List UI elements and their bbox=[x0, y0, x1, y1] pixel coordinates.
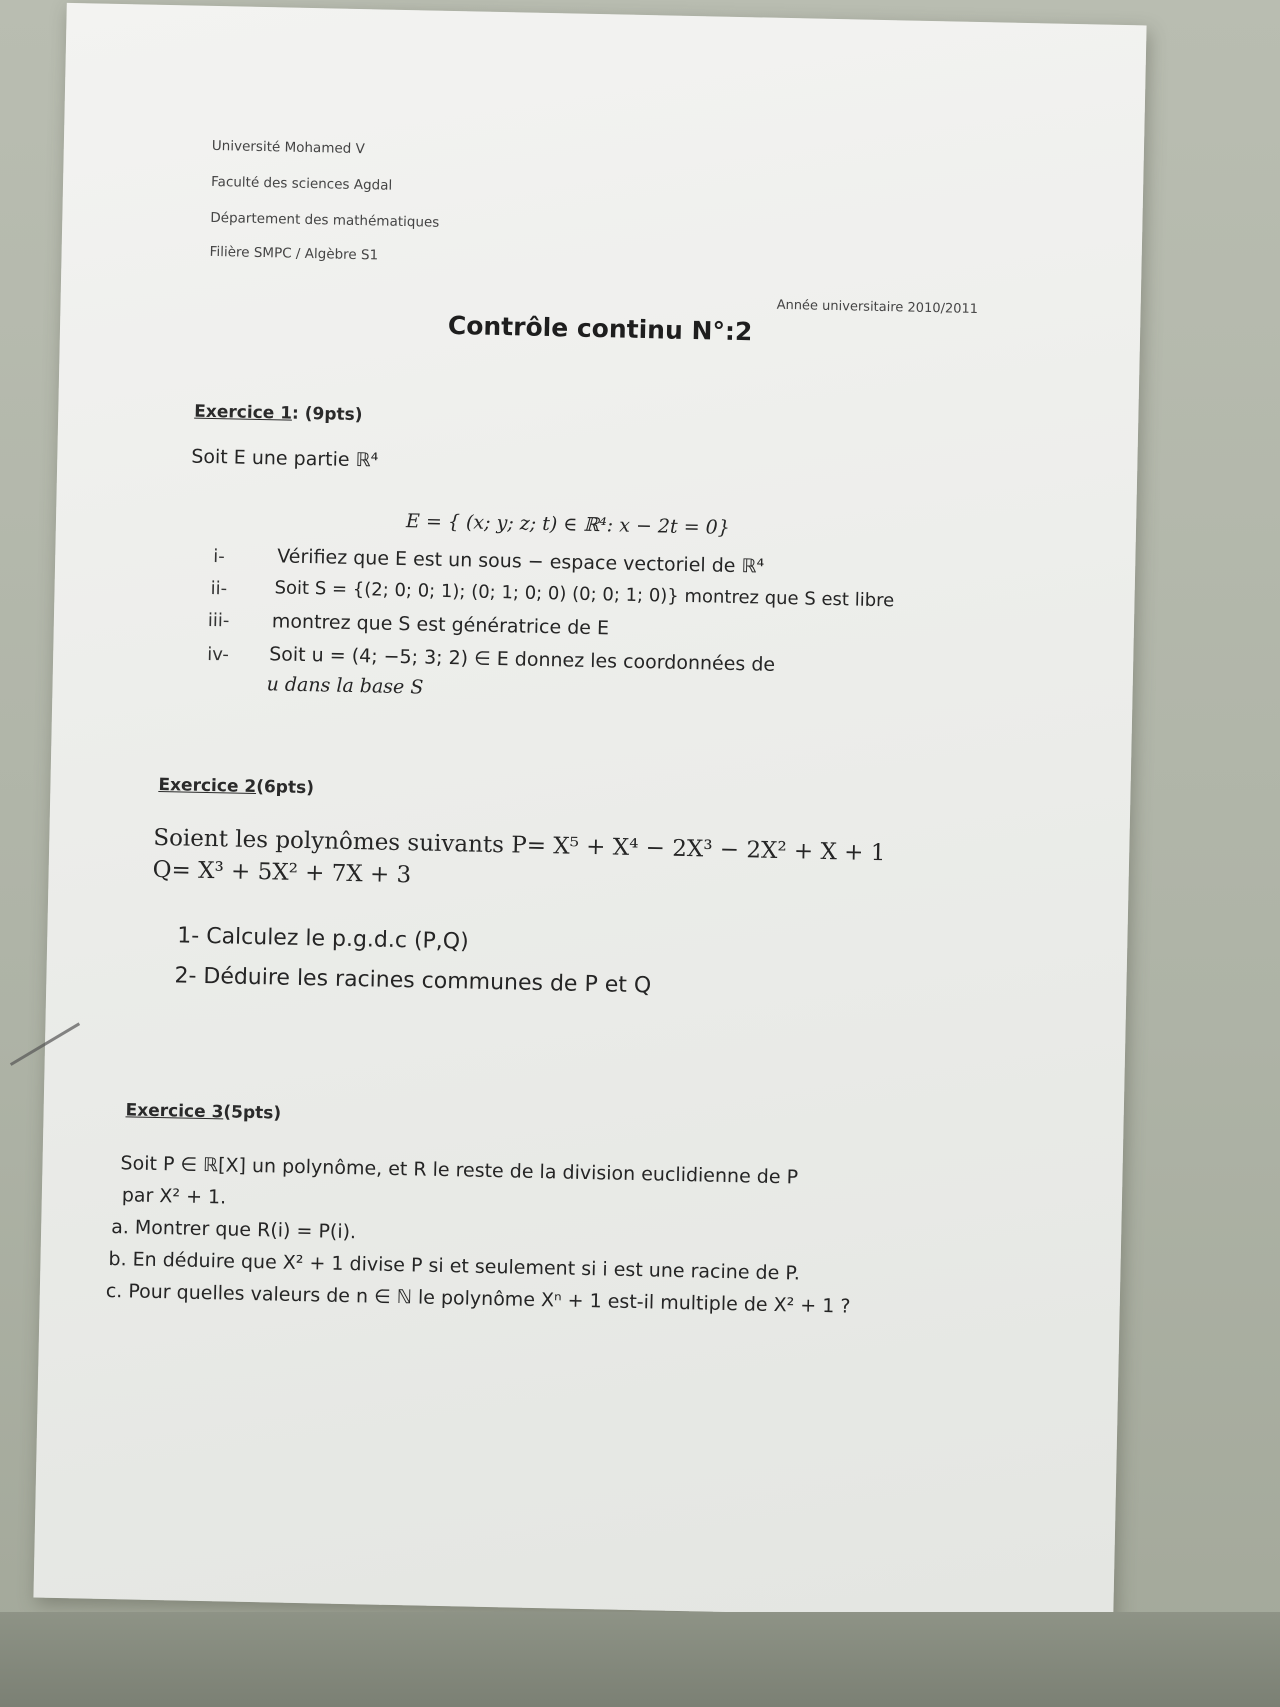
exercise-3-line-1: Soit P ∈ ℝ[X] un polynôme, et R le reste de la division euclidienne de P bbox=[120, 1152, 799, 1189]
pen-mark bbox=[10, 1022, 80, 1066]
set-definition: E = { (x; y; z; t) ∈ ℝ⁴: x − 2t = 0} bbox=[405, 510, 731, 539]
question-2: 2- Déduire les racines communes de P et Q bbox=[174, 963, 652, 999]
exercise-1-heading bbox=[194, 402, 363, 426]
exercise-1-intro: Soit E une partie ℝ⁴ bbox=[191, 445, 379, 472]
question-1: 1- Calculez le p.g.d.c (P,Q) bbox=[177, 923, 469, 955]
item-text-continuation: u dans la base S bbox=[266, 673, 424, 699]
exam-sheet bbox=[33, 3, 1146, 1620]
item-text: Soit S = {(2; 0; 0; 1); (0; 1; 0; 0) (0; 0; 1; 0)} montrez que S est libre bbox=[274, 577, 895, 612]
exercise-3-part-c: c. Pour quelles valeurs de n ∈ ℕ le polynôme Xⁿ + 1 est-il multiple de X² + 1 ? bbox=[105, 1279, 851, 1318]
department-name: Département des mathématiques bbox=[210, 209, 440, 231]
table-edge bbox=[0, 1612, 1280, 1707]
item-text: montrez que S est génératrice de E bbox=[271, 610, 610, 640]
exercise-2-points: (6pts) bbox=[255, 777, 315, 799]
item-number: i- bbox=[213, 546, 225, 568]
exercise-2-label: Exercice 2 bbox=[158, 774, 257, 798]
exercise-3-part-b: b. En déduire que X² + 1 divise P si et seulement si i est une racine de P. bbox=[108, 1248, 801, 1285]
exercise-3-points: (5pts) bbox=[223, 1102, 282, 1124]
exercise-1-label: Exercice 1 bbox=[194, 401, 293, 424]
item-number: ii- bbox=[210, 578, 228, 600]
exercise-3-label: Exercice 3 bbox=[125, 1100, 224, 1123]
faculty-name: Faculté des sciences Agdal bbox=[210, 173, 393, 194]
university-name: Université Mohamed V bbox=[211, 137, 365, 158]
academic-year: Année universitaire 2010/2011 bbox=[776, 297, 979, 318]
exam-title: Contrôle continu N°:2 bbox=[447, 310, 753, 347]
item-text: Soit u = (4; −5; 3; 2) ∈ E donnez les coordonnées de bbox=[268, 643, 776, 676]
item-text: Vérifiez que E est un sous − espace vectoriel de ℝ⁴ bbox=[277, 545, 765, 578]
polynomial-q: Q= X³ + 5X² + 7X + 3 bbox=[152, 856, 412, 889]
exercise-3-heading bbox=[125, 1100, 281, 1123]
exercise-3-line-2: par X² + 1. bbox=[121, 1184, 227, 1209]
item-number: iv- bbox=[206, 643, 230, 666]
polynomial-p: Soient les polynômes suivants P= X⁵ + X⁴ − 2X³ − 2X² + X + 1 bbox=[153, 824, 886, 867]
exercise-2-heading bbox=[158, 775, 314, 798]
exercise-3-part-a: a. Montrer que R(i) = P(i). bbox=[110, 1216, 357, 1244]
item-number: iii- bbox=[207, 609, 230, 632]
exercise-1-points: : (9pts) bbox=[291, 403, 363, 426]
program-name: Filière SMPC / Algèbre S1 bbox=[209, 243, 379, 264]
